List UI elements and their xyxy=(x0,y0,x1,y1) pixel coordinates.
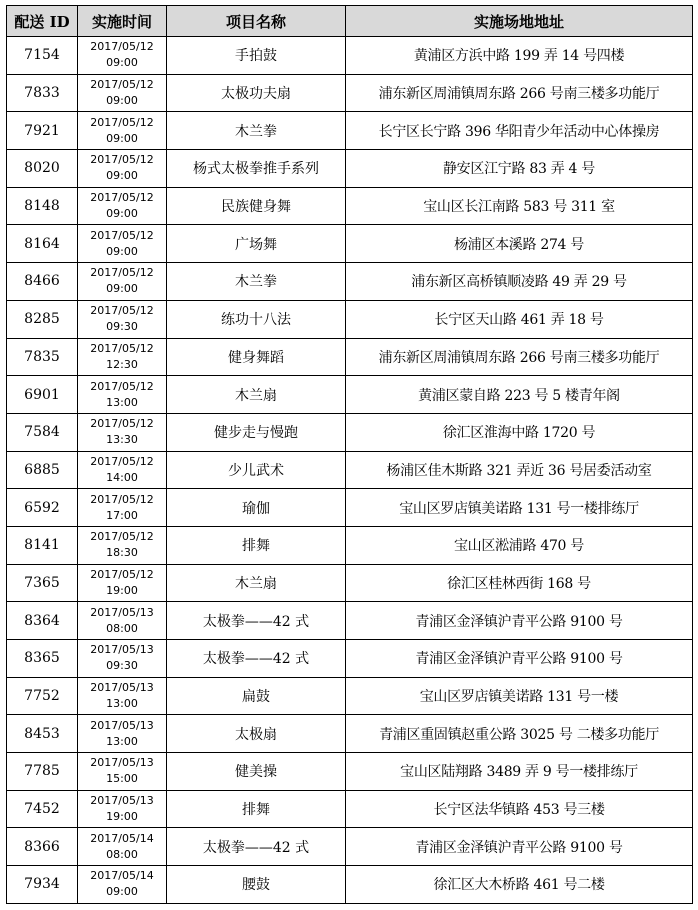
schedule-table xyxy=(6,5,693,904)
cell-id: 7452 xyxy=(7,790,78,828)
cell-time xyxy=(78,413,167,451)
table-row xyxy=(7,263,693,301)
cell-date-text: 2017/05/13 xyxy=(90,718,154,732)
cell-id: 8020 xyxy=(7,150,78,188)
cell-date-text: 2017/05/12 xyxy=(90,492,154,506)
cell-clock-text: 09:00 xyxy=(106,244,138,258)
cell-address: 宝山区淞浦路 470 号 xyxy=(346,526,693,564)
cell-date-text: 2017/05/12 xyxy=(90,78,154,92)
table-row xyxy=(7,376,693,414)
cell-address: 长宁区法华镇路 453 号三楼 xyxy=(346,790,693,828)
cell-address: 宝山区长江南路 583 号 311 室 xyxy=(346,187,693,225)
cell-time xyxy=(78,677,167,715)
cell-address: 浦东新区高桥镇顺凌路 49 弄 29 号 xyxy=(346,263,693,301)
cell-date-text: 2017/05/12 xyxy=(90,115,154,129)
cell-date-text: 2017/05/12 xyxy=(90,153,154,167)
cell-project-name: 腰鼓 xyxy=(167,866,346,904)
cell-time xyxy=(78,866,167,904)
table-row xyxy=(7,74,693,112)
cell-clock-text: 19:00 xyxy=(106,810,138,824)
cell-clock-text: 09:00 xyxy=(106,282,138,296)
cell-project-name: 健身舞蹈 xyxy=(167,338,346,376)
table-row xyxy=(7,451,693,489)
cell-clock-text: 09:30 xyxy=(106,320,138,334)
table-row xyxy=(7,753,693,791)
cell-clock-text: 13:00 xyxy=(106,734,138,748)
cell-time xyxy=(78,526,167,564)
cell-project-name: 太极拳——42 式 xyxy=(167,828,346,866)
cell-project-name: 太极拳——42 式 xyxy=(167,602,346,640)
cell-clock-text: 08:00 xyxy=(106,621,138,635)
cell-address: 青浦区金泽镇沪青平公路 9100 号 xyxy=(346,602,693,640)
cell-address: 浦东新区周浦镇周东路 266 号南三楼多功能厅 xyxy=(346,338,693,376)
cell-date-text: 2017/05/12 xyxy=(90,341,154,355)
cell-date-text: 2017/05/13 xyxy=(90,794,154,808)
cell-address: 徐汇区淮海中路 1720 号 xyxy=(346,413,693,451)
cell-time xyxy=(78,37,167,75)
cell-time xyxy=(78,112,167,150)
cell-time xyxy=(78,150,167,188)
cell-date-text: 2017/05/14 xyxy=(90,831,154,845)
cell-project-name: 排舞 xyxy=(167,790,346,828)
table-row xyxy=(7,413,693,451)
cell-id: 7833 xyxy=(7,74,78,112)
cell-time xyxy=(78,640,167,678)
cell-project-name: 太极功夫扇 xyxy=(167,74,346,112)
cell-clock-text: 17:00 xyxy=(106,508,138,522)
cell-id: 7921 xyxy=(7,112,78,150)
table-row xyxy=(7,187,693,225)
cell-time xyxy=(78,300,167,338)
cell-date-text: 2017/05/12 xyxy=(90,567,154,581)
cell-time xyxy=(78,338,167,376)
cell-id: 6901 xyxy=(7,376,78,414)
cell-date-text: 2017/05/12 xyxy=(90,228,154,242)
cell-clock-text: 09:30 xyxy=(106,659,138,673)
cell-address: 长宁区天山路 461 弄 18 号 xyxy=(346,300,693,338)
cell-address: 青浦区重固镇赵重公路 3025 号 二楼多功能厅 xyxy=(346,715,693,753)
cell-project-name: 排舞 xyxy=(167,526,346,564)
cell-project-name: 木兰拳 xyxy=(167,263,346,301)
cell-date-text: 2017/05/12 xyxy=(90,304,154,318)
cell-clock-text: 09:00 xyxy=(106,169,138,183)
cell-time xyxy=(78,828,167,866)
table-row xyxy=(7,300,693,338)
cell-date-text: 2017/05/14 xyxy=(90,869,154,883)
cell-id: 8453 xyxy=(7,715,78,753)
cell-date-text: 2017/05/13 xyxy=(90,681,154,695)
cell-id: 7365 xyxy=(7,564,78,602)
cell-address: 青浦区金泽镇沪青平公路 9100 号 xyxy=(346,828,693,866)
cell-project-name: 木兰拳 xyxy=(167,112,346,150)
cell-clock-text: 08:00 xyxy=(106,847,138,861)
cell-date-text: 2017/05/13 xyxy=(90,756,154,770)
cell-project-name: 木兰扇 xyxy=(167,564,346,602)
cell-clock-text: 18:30 xyxy=(106,546,138,560)
cell-address: 黄浦区蒙自路 223 号 5 楼青年阁 xyxy=(346,376,693,414)
header-row xyxy=(7,6,693,37)
cell-project-name: 健步走与慢跑 xyxy=(167,413,346,451)
cell-address: 徐汇区桂林西街 168 号 xyxy=(346,564,693,602)
cell-date-text: 2017/05/13 xyxy=(90,643,154,657)
cell-time xyxy=(78,790,167,828)
table-body xyxy=(7,37,693,904)
cell-clock-text: 09:00 xyxy=(106,94,138,108)
header-project: 项目名称 xyxy=(167,6,346,37)
cell-project-name: 瑜伽 xyxy=(167,489,346,527)
cell-clock-text: 09:00 xyxy=(106,131,138,145)
cell-clock-text: 13:00 xyxy=(106,697,138,711)
cell-id: 8466 xyxy=(7,263,78,301)
table-header xyxy=(7,6,693,37)
cell-address: 杨浦区本溪路 274 号 xyxy=(346,225,693,263)
cell-id: 7154 xyxy=(7,37,78,75)
cell-address: 宝山区陆翔路 3489 弄 9 号一楼排练厅 xyxy=(346,753,693,791)
cell-id: 8364 xyxy=(7,602,78,640)
table-row xyxy=(7,602,693,640)
cell-address: 宝山区罗店镇美诺路 131 号一楼 xyxy=(346,677,693,715)
cell-time xyxy=(78,225,167,263)
cell-id: 8164 xyxy=(7,225,78,263)
table-row xyxy=(7,225,693,263)
cell-time xyxy=(78,263,167,301)
cell-id: 6592 xyxy=(7,489,78,527)
cell-date-text: 2017/05/12 xyxy=(90,379,154,393)
cell-time xyxy=(78,74,167,112)
header-id: 配送 ID xyxy=(7,6,78,37)
cell-project-name: 练功十八法 xyxy=(167,300,346,338)
table-row xyxy=(7,564,693,602)
cell-clock-text: 09:00 xyxy=(106,56,138,70)
table-row xyxy=(7,640,693,678)
cell-date-text: 2017/05/13 xyxy=(90,605,154,619)
cell-address: 徐汇区大木桥路 461 号二楼 xyxy=(346,866,693,904)
cell-date-text: 2017/05/12 xyxy=(90,191,154,205)
table-row xyxy=(7,790,693,828)
cell-time xyxy=(78,489,167,527)
table-row xyxy=(7,715,693,753)
cell-time xyxy=(78,715,167,753)
cell-date-text: 2017/05/12 xyxy=(90,266,154,280)
cell-id: 7785 xyxy=(7,753,78,791)
cell-id: 7752 xyxy=(7,677,78,715)
cell-date-text: 2017/05/12 xyxy=(90,454,154,468)
cell-project-name: 广场舞 xyxy=(167,225,346,263)
cell-date-text: 2017/05/12 xyxy=(90,530,154,544)
table-row xyxy=(7,37,693,75)
cell-id: 7934 xyxy=(7,866,78,904)
cell-clock-text: 12:30 xyxy=(106,357,138,371)
cell-address: 杨浦区佳木斯路 321 弄近 36 号居委活动室 xyxy=(346,451,693,489)
cell-clock-text: 13:30 xyxy=(106,433,138,447)
cell-address: 长宁区长宁路 396 华阳青少年活动中心体操房 xyxy=(346,112,693,150)
header-address: 实施场地地址 xyxy=(346,6,693,37)
cell-time xyxy=(78,376,167,414)
cell-id: 8285 xyxy=(7,300,78,338)
cell-address: 浦东新区周浦镇周东路 266 号南三楼多功能厅 xyxy=(346,74,693,112)
cell-time xyxy=(78,602,167,640)
table-row xyxy=(7,828,693,866)
cell-clock-text: 19:00 xyxy=(106,583,138,597)
cell-clock-text: 09:00 xyxy=(106,885,138,899)
table-row xyxy=(7,112,693,150)
header-time: 实施时间 xyxy=(78,6,167,37)
cell-time xyxy=(78,753,167,791)
cell-time xyxy=(78,187,167,225)
table-row xyxy=(7,489,693,527)
cell-project-name: 少儿武术 xyxy=(167,451,346,489)
table-row xyxy=(7,677,693,715)
cell-project-name: 杨式太极拳推手系列 xyxy=(167,150,346,188)
table-row xyxy=(7,526,693,564)
cell-project-name: 太极扇 xyxy=(167,715,346,753)
cell-date-text: 2017/05/12 xyxy=(90,40,154,54)
table-row xyxy=(7,150,693,188)
cell-id: 7835 xyxy=(7,338,78,376)
cell-address: 宝山区罗店镇美诺路 131 号一楼排练厅 xyxy=(346,489,693,527)
cell-address: 黄浦区方浜中路 199 弄 14 号四楼 xyxy=(346,37,693,75)
cell-date-text: 2017/05/12 xyxy=(90,417,154,431)
cell-project-name: 扁鼓 xyxy=(167,677,346,715)
cell-clock-text: 13:00 xyxy=(106,395,138,409)
table-row xyxy=(7,338,693,376)
cell-project-name: 健美操 xyxy=(167,753,346,791)
cell-time xyxy=(78,451,167,489)
cell-id: 8366 xyxy=(7,828,78,866)
table-row xyxy=(7,866,693,904)
cell-project-name: 太极拳——42 式 xyxy=(167,640,346,678)
cell-address: 静安区江宁路 83 弄 4 号 xyxy=(346,150,693,188)
cell-project-name: 手拍鼓 xyxy=(167,37,346,75)
cell-id: 8148 xyxy=(7,187,78,225)
cell-id: 6885 xyxy=(7,451,78,489)
cell-address: 青浦区金泽镇沪青平公路 9100 号 xyxy=(346,640,693,678)
cell-project-name: 民族健身舞 xyxy=(167,187,346,225)
cell-clock-text: 15:00 xyxy=(106,772,138,786)
cell-project-name: 木兰扇 xyxy=(167,376,346,414)
cell-time xyxy=(78,564,167,602)
cell-id: 7584 xyxy=(7,413,78,451)
cell-id: 8141 xyxy=(7,526,78,564)
cell-clock-text: 14:00 xyxy=(106,470,138,484)
cell-clock-text: 09:00 xyxy=(106,207,138,221)
cell-id: 8365 xyxy=(7,640,78,678)
